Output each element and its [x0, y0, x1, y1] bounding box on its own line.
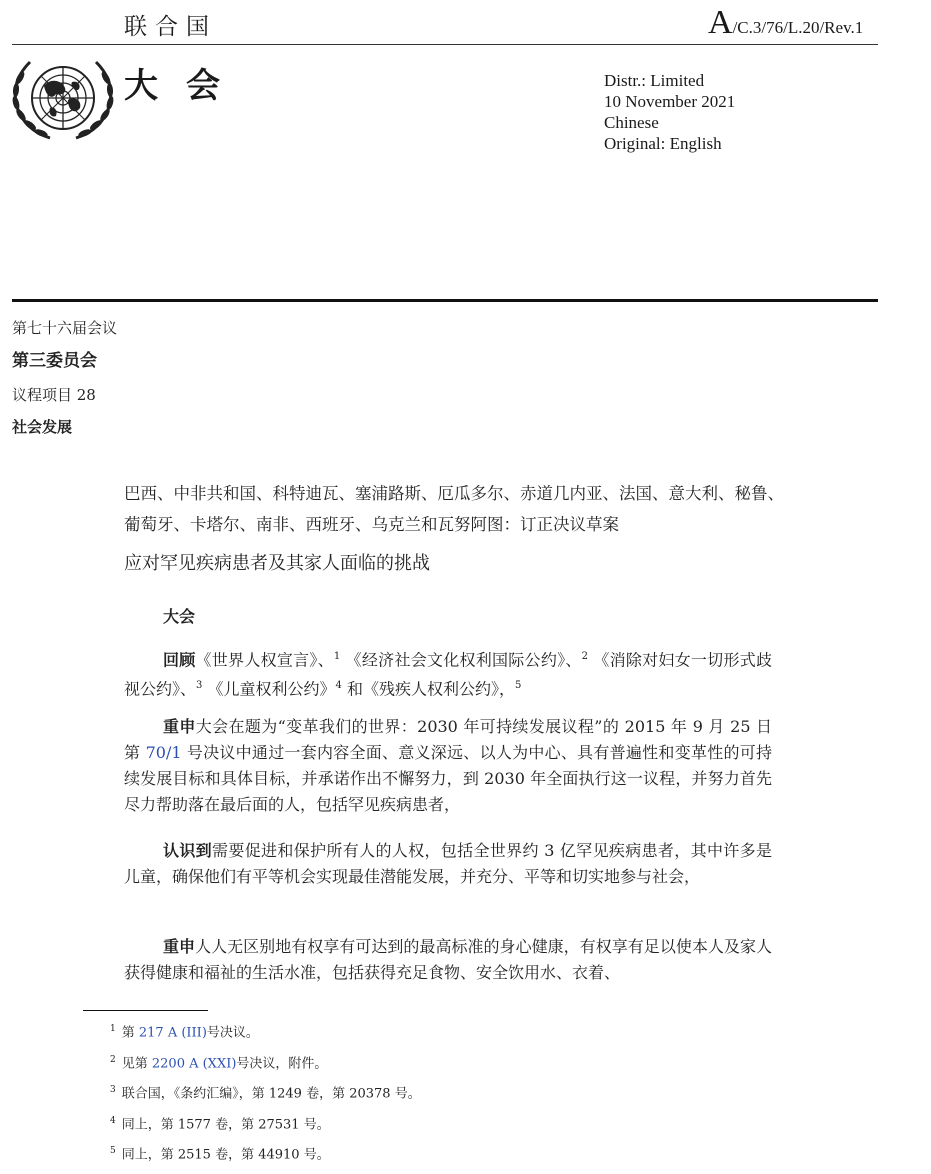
- paragraph-text: 需要促进和保护所有人的人权，包括全世界约 3 亿罕见疾病患者，其中许多是儿童，确保他们有平等机会实现最佳潜能发展，并充分、平等和切实地参与社会，: [124, 841, 772, 886]
- footnote-text: 同上，第 1577 卷，第 27531 号。: [121, 1116, 330, 1132]
- footnote-1: [110, 1018, 421, 1049]
- document-symbol: [708, 4, 863, 42]
- distribution-line: Distr.: Limited: [604, 71, 705, 90]
- paragraph-lead: 重申: [163, 717, 196, 736]
- paragraph-text: 和《残疾人权利公约》，: [341, 679, 515, 699]
- footnote-divider: [83, 1010, 208, 1011]
- footnote-ref: 5: [514, 680, 522, 692]
- paragraph-text: 《世界人权宣言》、: [195, 650, 334, 670]
- symbol-letter: A: [708, 4, 733, 41]
- org-name: 联合国: [124, 14, 217, 40]
- resolution-title: 应对罕见疾病患者及其家人面临的挑战: [124, 553, 430, 574]
- paragraph-text: 人人无区别地有权享有可达到的最高标准的身心健康，有权享有足以使本人及家人获得健康和福祉的生活水准，包括获得充足食物、安全饮用水、衣着、: [124, 937, 772, 982]
- session-name: 第七十六届会议: [12, 319, 118, 337]
- distribution-info: [604, 70, 735, 154]
- footnote-number: 3: [110, 1085, 116, 1095]
- footnote-text: 号决议。: [206, 1025, 259, 1041]
- paragraph-text: 号决议中通过一套内容全面、意义深远、以人为中心、具有普遍性和变革性的可持续发展目标和具体目标，并承诺作出不懈努力，到 2030 年全面执行这一议程，并努力首先尽力帮助落在最后面的人，包括罕见疾病患者，: [124, 743, 772, 814]
- original-language-line: Original: English: [604, 134, 722, 153]
- paragraph-text: 《消除对妇女一切形式歧视公约》、: [124, 650, 772, 699]
- footnote-ref: 1: [333, 651, 341, 662]
- footnote-number: 4: [110, 1115, 116, 1126]
- paragraph-text: 《儿童权利公约》: [202, 679, 336, 699]
- agenda-item: 议程项目 28: [12, 386, 96, 404]
- preamble-paragraph-1: [124, 644, 772, 703]
- paragraph-lead: 回顾: [163, 650, 196, 670]
- footnotes: [110, 1018, 421, 1171]
- organ-title: 大会: [124, 66, 248, 106]
- topic: 社会发展: [12, 418, 73, 436]
- committee-name: 第三委员会: [12, 351, 97, 371]
- footnote-ref: 2: [581, 651, 588, 662]
- footnote-link[interactable]: 2200 A (XXI): [151, 1055, 237, 1071]
- preamble-paragraph-2: [124, 714, 772, 818]
- preamble-paragraph-4: [124, 934, 772, 986]
- assembly-heading: 大会: [163, 607, 196, 626]
- footnote-text: 联合国，《条约汇编》，第 1249 卷，第 20378 号。: [121, 1086, 421, 1102]
- footnote-4: [110, 1110, 421, 1141]
- paragraph-lead: 认识到: [163, 841, 213, 860]
- symbol-rest: /C.3/76/L.20/Rev.1: [732, 18, 864, 37]
- footnote-text: 号决议，附件。: [236, 1055, 328, 1071]
- footnote-text: 同上，第 2515 卷，第 44910 号。: [121, 1147, 330, 1163]
- session-block: [12, 316, 117, 442]
- header-rule: [12, 44, 878, 45]
- footnote-link[interactable]: 217 A (III): [138, 1025, 207, 1041]
- footnote-3: [110, 1079, 421, 1110]
- un-emblem-icon: [10, 56, 116, 142]
- footnote-number: 5: [110, 1146, 116, 1156]
- date-line: 10 November 2021: [604, 92, 736, 111]
- footnote-text: 第: [121, 1025, 139, 1041]
- footnote-ref: 3: [196, 680, 203, 692]
- paragraph-lead: 重申: [163, 937, 196, 956]
- footnote-number: 2: [110, 1054, 116, 1065]
- footnote-ref: 4: [335, 680, 342, 692]
- paragraph-text: 大会在题为“变革我们的世界：2030 年可持续发展议程”的 2015 年 9 月 25 日第: [124, 717, 772, 762]
- resolution-link[interactable]: 70/1: [145, 743, 182, 762]
- section-divider: [12, 299, 878, 302]
- footnote-5: [110, 1140, 421, 1171]
- paragraph-text: 《经济社会文化权利国际公约》、: [340, 650, 582, 670]
- language-line: Chinese: [604, 113, 659, 132]
- footnote-2: [110, 1049, 421, 1080]
- sponsors-line: 巴西、中非共和国、科特迪瓦、塞浦路斯、厄瓜多尔、赤道几内亚、法国、意大利、秘鲁、葡萄牙、卡塔尔、南非、西班牙、乌克兰和瓦努阿图：订正决议草案: [124, 484, 784, 534]
- footnote-number: 1: [110, 1024, 116, 1034]
- footnote-text: 见第: [121, 1055, 152, 1071]
- preamble-paragraph-3: [124, 838, 772, 890]
